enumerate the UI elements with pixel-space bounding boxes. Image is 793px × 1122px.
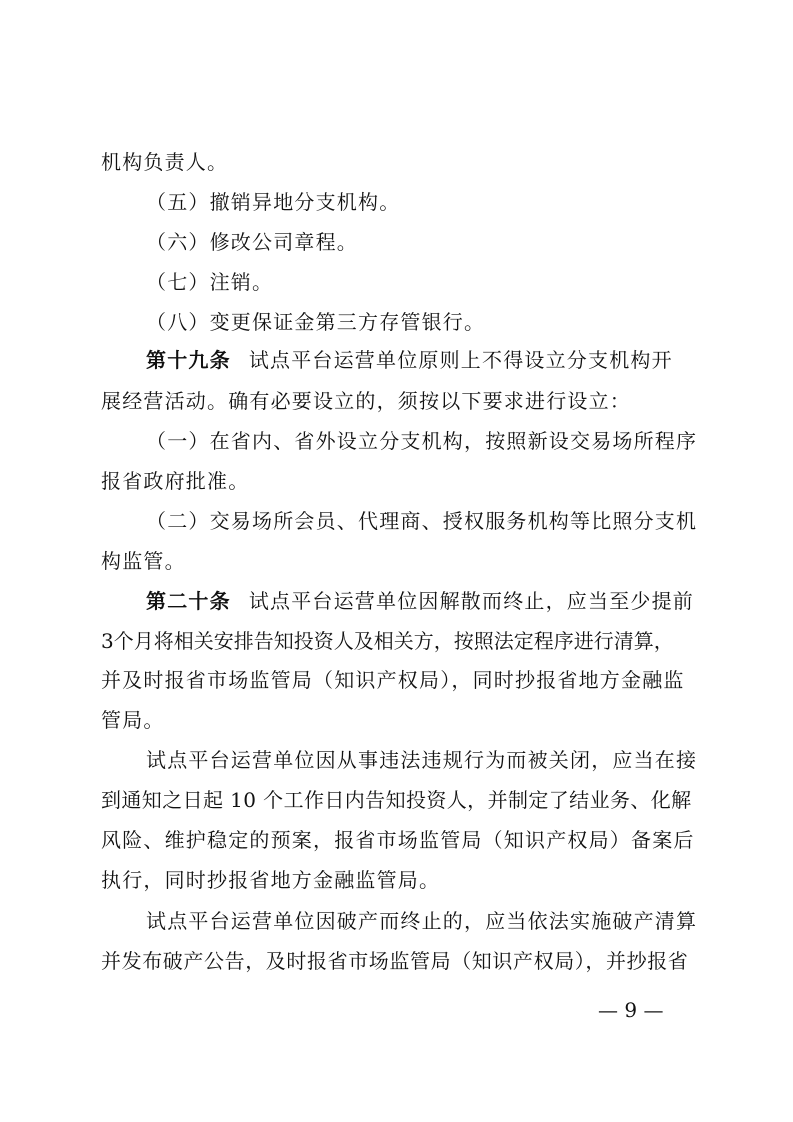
article-20-text: 试点平台运营单位因解散而终止，应当至少提前: [248, 589, 695, 613]
text-line: （五）撤销异地分支机构。: [146, 190, 401, 214]
text-line: 并发布破产公告，及时报省市场监管局（知识产权局），并抄报省: [101, 949, 689, 973]
text-line: （二）交易场所会员、代理商、授权服务机构等比照分支机: [146, 509, 698, 533]
text-line: （七）注销。: [146, 270, 274, 294]
text-line: （六）修改公司章程。: [146, 230, 358, 254]
page-number: — 9 —: [598, 998, 664, 1022]
text-line: 3个月将相关安排告知投资人及相关方，按照法定程序进行清算，: [101, 629, 674, 653]
text-line: （八）变更保证金第三方存管银行。: [146, 310, 486, 334]
text-line: 试点平台运营单位因破产而终止的，应当依法实施破产清算: [146, 909, 698, 933]
article-19-title: 第十九条: [146, 348, 231, 372]
text-line: 管局。: [101, 708, 165, 732]
text-line: 并及时报省市场监管局（知识产权局），同时抄报省地方金融监: [101, 668, 685, 692]
article-19-text: 试点平台运营单位原则上不得设立分支机构开: [248, 348, 673, 372]
text-line: 风险、维护稳定的预案，报省市场监管局（知识产权局）备案后: [101, 828, 695, 852]
text-line: 构监管。: [101, 549, 186, 573]
text-line: 报省政府批准。: [101, 469, 250, 493]
text-line: 到通知之日起 10 个工作日内告知投资人，并制定了结业务、化解: [101, 788, 692, 812]
text-line: 执行，同时抄报省地方金融监管局。: [101, 868, 441, 892]
text-line: （一）在省内、省外设立分支机构，按照新设交易场所程序: [146, 429, 698, 453]
article-19-first-line: [146, 346, 693, 374]
article-20-title: 第二十条: [146, 589, 231, 613]
text-line: 试点平台运营单位因从事违法违规行为而被关闭，应当在接: [146, 748, 698, 772]
text-line: 机构负责人。: [101, 150, 229, 174]
text-line: 展经营活动。确有必要设立的，须按以下要求进行设立：: [101, 389, 631, 413]
article-20-first-line: [146, 587, 693, 615]
